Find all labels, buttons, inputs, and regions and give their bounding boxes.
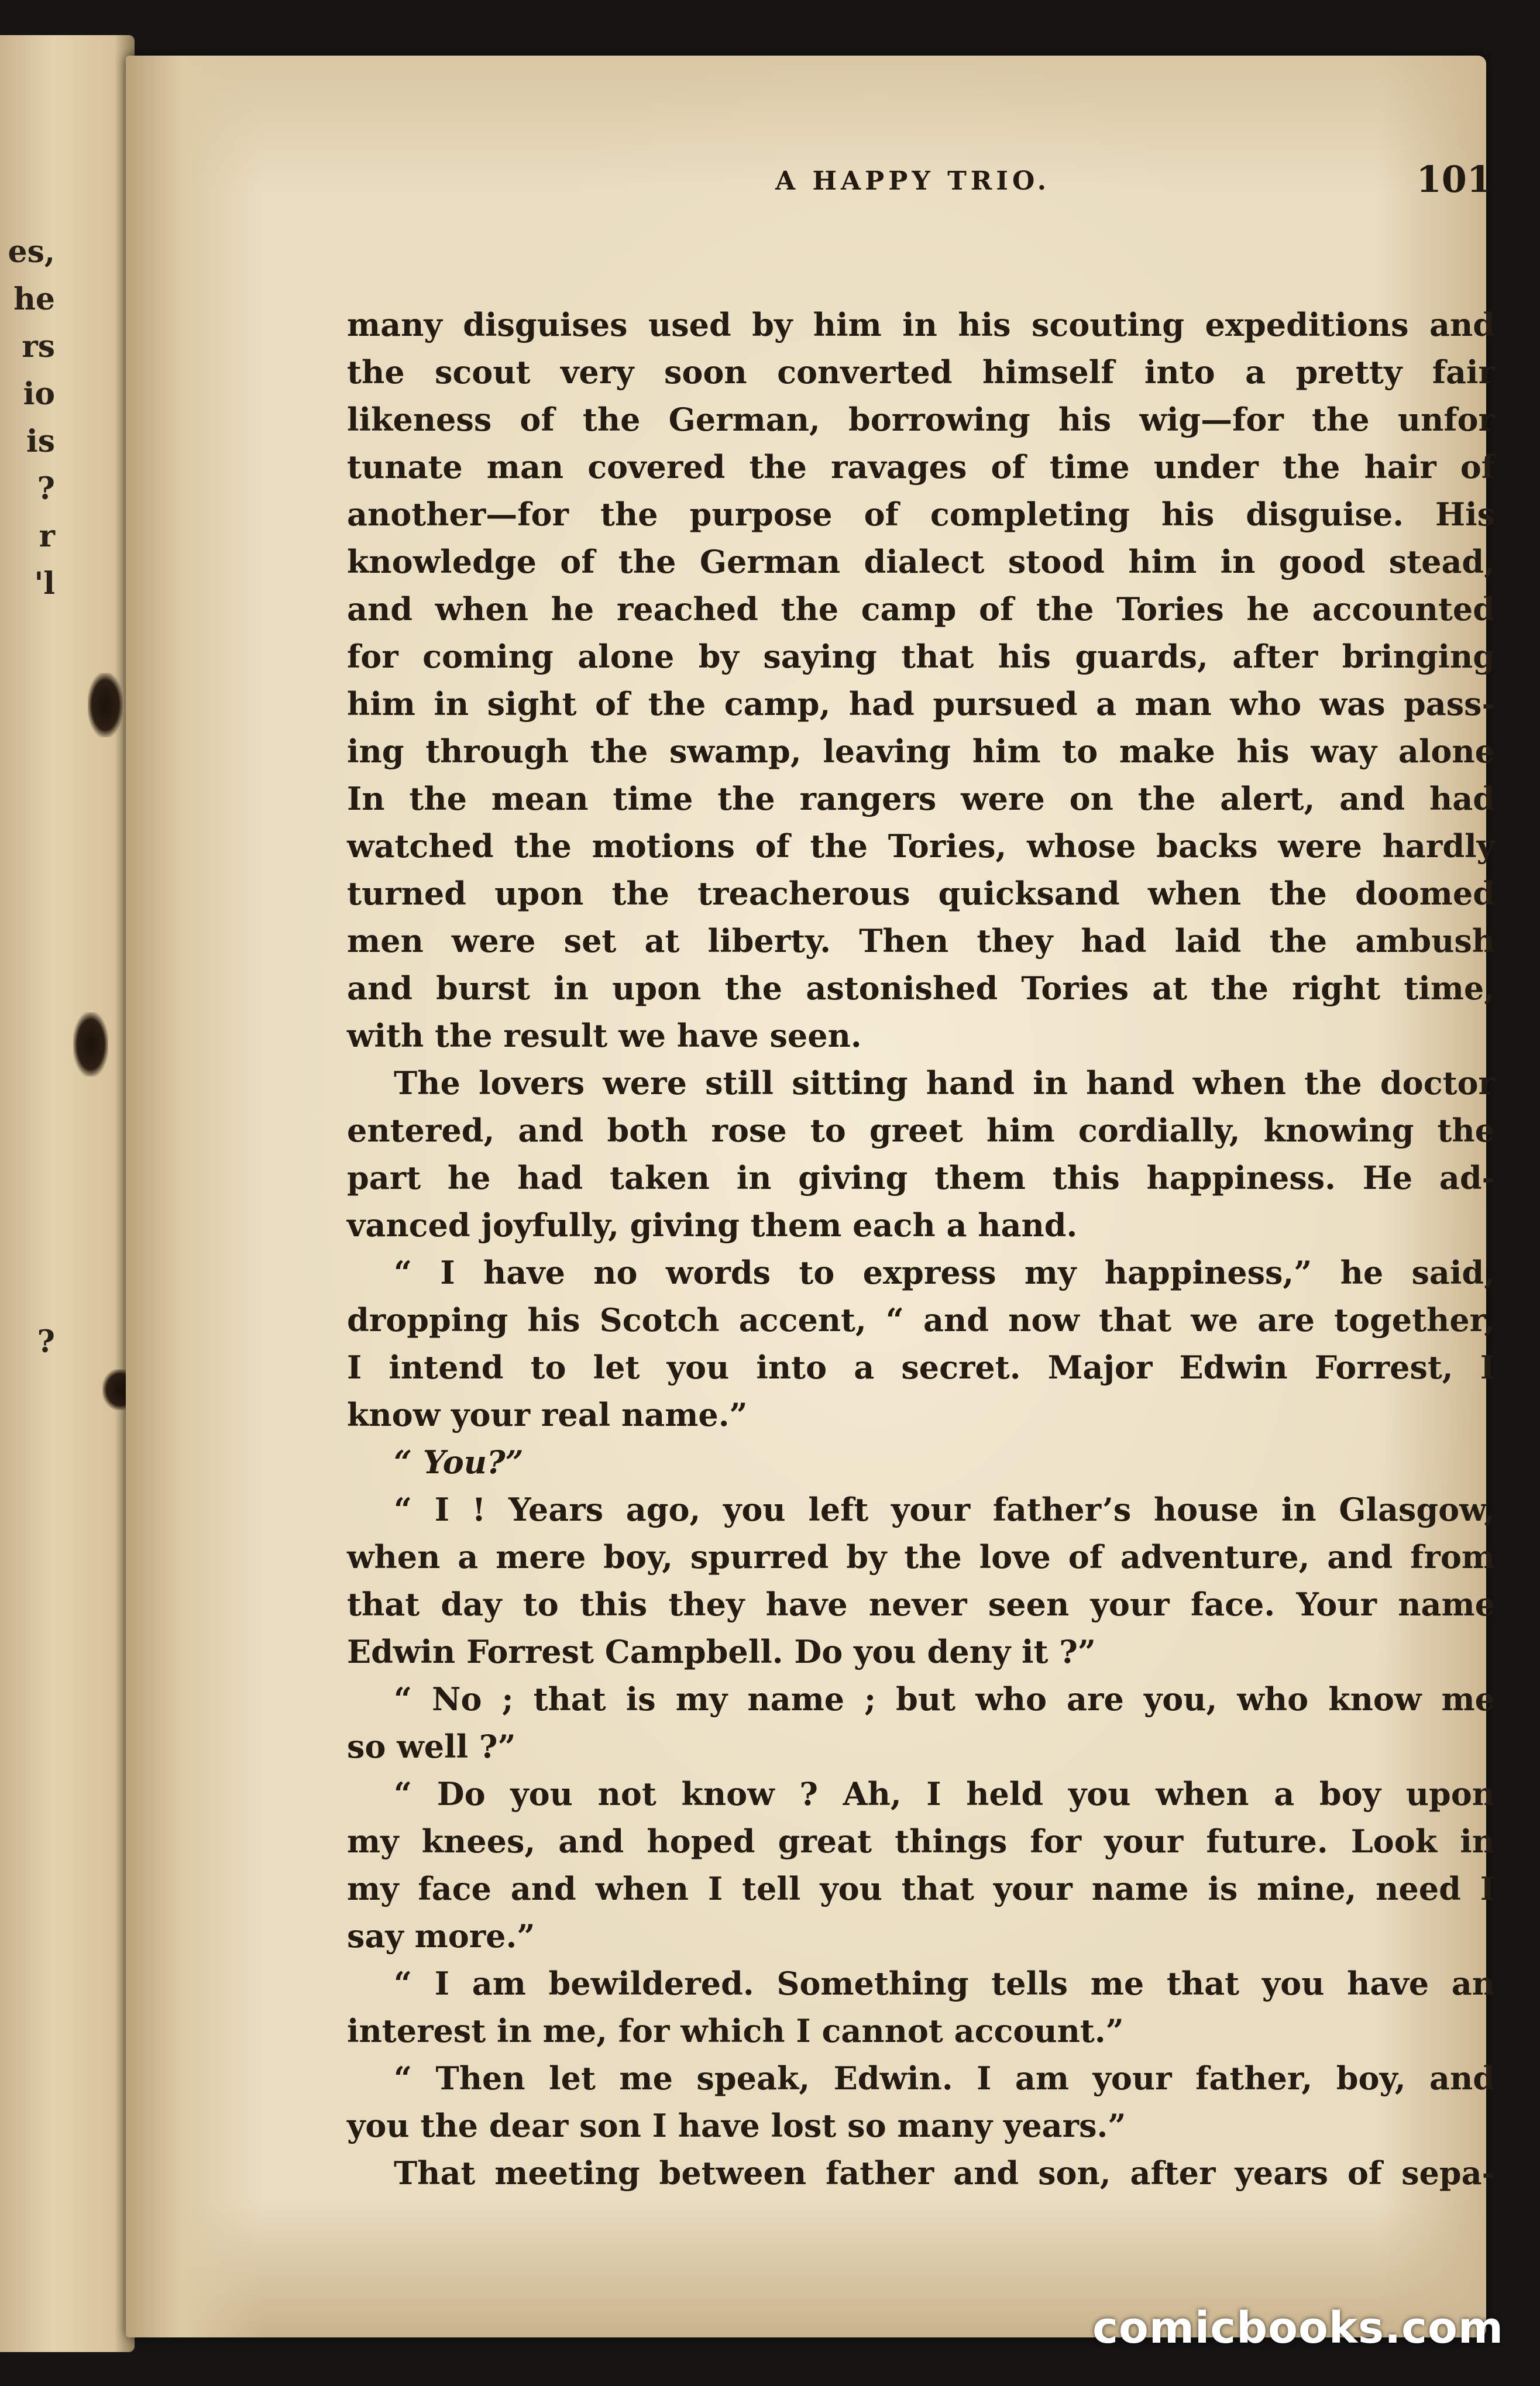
text-line: Edwin Forrest Campbell. Do you deny it ?” <box>347 1633 1096 1670</box>
binding-hole <box>73 1012 108 1077</box>
page-number: 101 <box>1416 158 1492 201</box>
previous-page-fragment <box>2 1176 55 1223</box>
running-title: A HAPPY TRIO. <box>775 166 1051 196</box>
previous-page-fragment: es, <box>8 234 55 270</box>
previous-page-fragment: ? <box>37 1324 55 1360</box>
book-page <box>126 56 1495 2337</box>
previous-page-fragment <box>2 844 55 892</box>
text-line: “ I am bewildered. Something tells me that you have an <box>394 1965 1495 2002</box>
text-line: part he had taken in giving them this happiness. He ad- <box>347 1159 1495 1197</box>
text-line: tunate man covered the ravages of time under the hair of <box>347 448 1495 486</box>
text-line: men were set at liberty. Then they had laid the ambush <box>347 922 1495 960</box>
text-line-italic: “ You?” <box>394 1443 524 1481</box>
text-line: interest in me, for which I cannot account.” <box>347 2012 1124 2050</box>
page-body-text <box>347 301 1495 2197</box>
text-line: dropping his Scotch accent, “ and now that we are together, <box>347 1301 1495 1339</box>
text-line: so well ?” <box>347 1728 516 1765</box>
previous-page-fragment <box>2 797 55 844</box>
text-line: my face and when I tell you that your name is mine, need I <box>347 1870 1495 1907</box>
text-line: I intend to let you into a secret. Major Edwin Forrest, I <box>347 1349 1495 1386</box>
text-line: and burst in upon the astonished Tories at the right time, <box>347 969 1495 1007</box>
previous-page-fragment: r <box>39 518 55 554</box>
previous-page-fragment <box>2 1034 55 1081</box>
text-line: turned upon the treacherous quicksand when the doomed <box>347 875 1495 912</box>
text-line: In the mean time the rangers were on the alert, and had <box>347 780 1495 817</box>
previous-page-fragment <box>2 1081 55 1129</box>
text-line: knowledge of the German dialect stood him in good stead, <box>347 543 1495 580</box>
previous-page-text-fragments <box>2 228 55 1366</box>
running-head <box>354 158 1492 205</box>
text-line: say more.” <box>347 1917 535 1955</box>
previous-page-fragment: he <box>13 281 55 317</box>
text-line: know your real name.” <box>347 1396 748 1433</box>
text-line: many disguises used by him in his scouting expeditions and <box>347 306 1495 343</box>
previous-page-fragment <box>2 750 55 797</box>
previous-page-fragment <box>2 1129 55 1176</box>
previous-page-fragment <box>2 892 55 939</box>
previous-page-edge <box>0 35 135 2352</box>
text-line: for coming alone by saying that his guards, after bringing <box>347 638 1495 675</box>
text-line: the scout very soon converted himself into a pretty fair <box>347 353 1495 391</box>
text-line: him in sight of the camp, had pursued a man who was pass- <box>347 685 1495 723</box>
text-line: my knees, and hoped great things for your future. Look in <box>347 1823 1495 1860</box>
text-line: “ Do you not know ? Ah, I held you when a boy upon <box>394 1775 1495 1813</box>
previous-page-fragment: io <box>23 376 55 412</box>
previous-page-fragment: rs <box>22 329 55 365</box>
previous-page-fragment: is <box>26 424 55 459</box>
text-line: you the dear son I have lost so many years.” <box>347 2107 1126 2144</box>
binding-hole <box>88 673 123 737</box>
text-line: “ I have no words to express my happiness,” he said, <box>394 1254 1495 1291</box>
previous-page-fragment: ? <box>37 471 55 507</box>
text-line: “ I ! Years ago, you left your father’s house in Glasgow, <box>394 1491 1495 1528</box>
previous-page-fragment <box>2 986 55 1034</box>
text-line: ing through the swamp, leaving him to make his way alone <box>347 733 1495 770</box>
text-line: that day to this they have never seen your face. Your name <box>347 1586 1495 1623</box>
site-watermark: comicbooks.com <box>1092 2303 1504 2353</box>
text-line: watched the motions of the Tories, whose backs were hardly <box>347 827 1495 865</box>
text-line: likeness of the German, borrowing his wig—for the unfor <box>347 401 1495 438</box>
previous-page-fragment <box>2 1271 55 1318</box>
text-line: entered, and both rose to greet him cordially, knowing the <box>347 1112 1495 1149</box>
text-line: another—for the purpose of completing his disguise. His <box>347 496 1495 533</box>
text-line <box>347 1439 1495 1486</box>
text-line: when a mere boy, spurred by the love of adventure, and from <box>347 1538 1495 1576</box>
text-line: and when he reached the camp of the Tories he accounted <box>347 590 1495 628</box>
previous-page-fragment <box>2 607 55 655</box>
previous-page-fragment <box>2 1223 55 1271</box>
previous-page-fragment <box>2 939 55 986</box>
text-line: with the result we have seen. <box>347 1017 862 1054</box>
text-line: “ No ; that is my name ; but who are you, who know me <box>394 1680 1495 1718</box>
text-line: The lovers were still sitting hand in hand when the doctor <box>394 1064 1495 1102</box>
text-line: “ Then let me speak, Edwin. I am your father, boy, and <box>394 2060 1495 2097</box>
previous-page-fragment: 'l <box>34 566 55 601</box>
previous-page-fragment <box>2 702 55 750</box>
previous-page-fragment <box>2 655 55 702</box>
text-line: That meeting between father and son, after years of sepa- <box>394 2154 1495 2192</box>
text-line: vanced joyfully, giving them each a hand. <box>347 1206 1078 1244</box>
